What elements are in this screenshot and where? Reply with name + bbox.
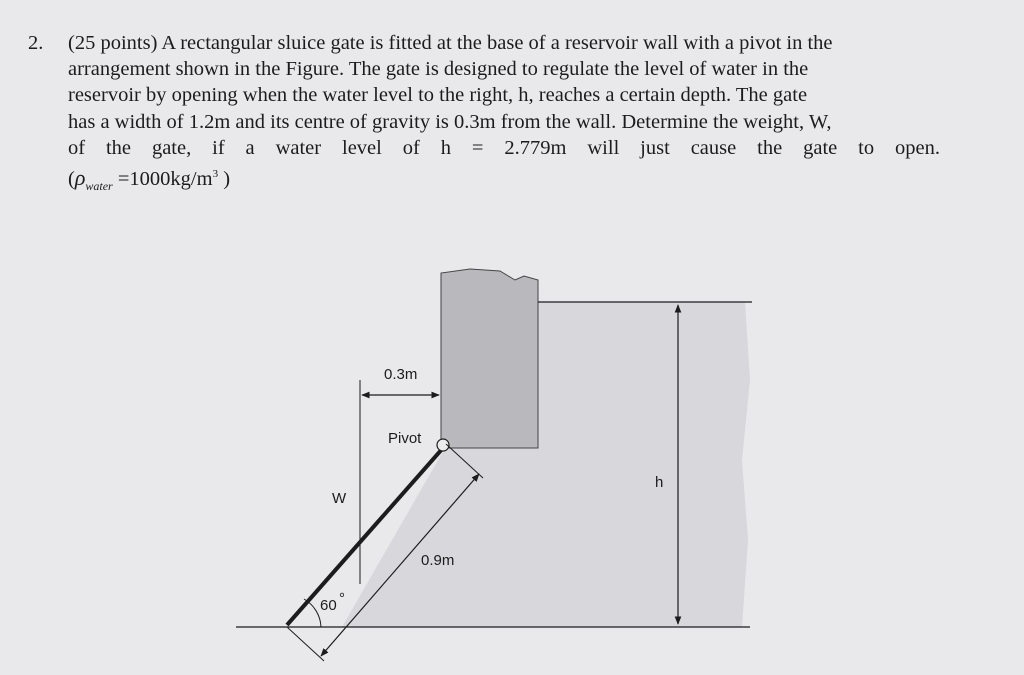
gate-length-label: 0.9m [421, 552, 455, 569]
problem-line-1: (25 points) A rectangular sluice gate is fitted at the base of a reservoir wall with a pivot in the [68, 32, 833, 54]
water-region [342, 302, 750, 627]
problem-line-5: of the gate, if a water level of h = 2.779m will just cause the gate to open. [68, 136, 940, 159]
density-value: =1000kg/m [112, 167, 213, 190]
weight-label: W [332, 490, 347, 507]
problem-number: 2. [28, 32, 44, 54]
angle-label: 60 [320, 597, 337, 614]
cg-distance-label: 0.3m [384, 366, 418, 383]
problem-line-4: has a width of 1.2m and its centre of gravity is 0.3m from the wall. Determine the weight, W, [68, 110, 832, 133]
rho-symbol: ρ [74, 164, 86, 190]
problem-line-2: arrangement shown in the Figure. The gate is designed to regulate the level of water in the [68, 58, 809, 81]
density-open-paren: ( [68, 167, 75, 190]
rho-subscript: water [85, 178, 113, 193]
angle-degree-mark: ° [339, 590, 345, 607]
gate-length-extension-bottom [287, 627, 324, 661]
reservoir-wall [441, 269, 538, 448]
problem-line-3: reservoir by opening when the water level to the right, h, reaches a certain depth. The gate [68, 84, 808, 107]
water-depth-label: h [655, 474, 664, 491]
density-exponent: 3 [212, 168, 219, 181]
pivot-label: Pivot [388, 430, 422, 447]
density-close-paren: ) [218, 167, 231, 190]
